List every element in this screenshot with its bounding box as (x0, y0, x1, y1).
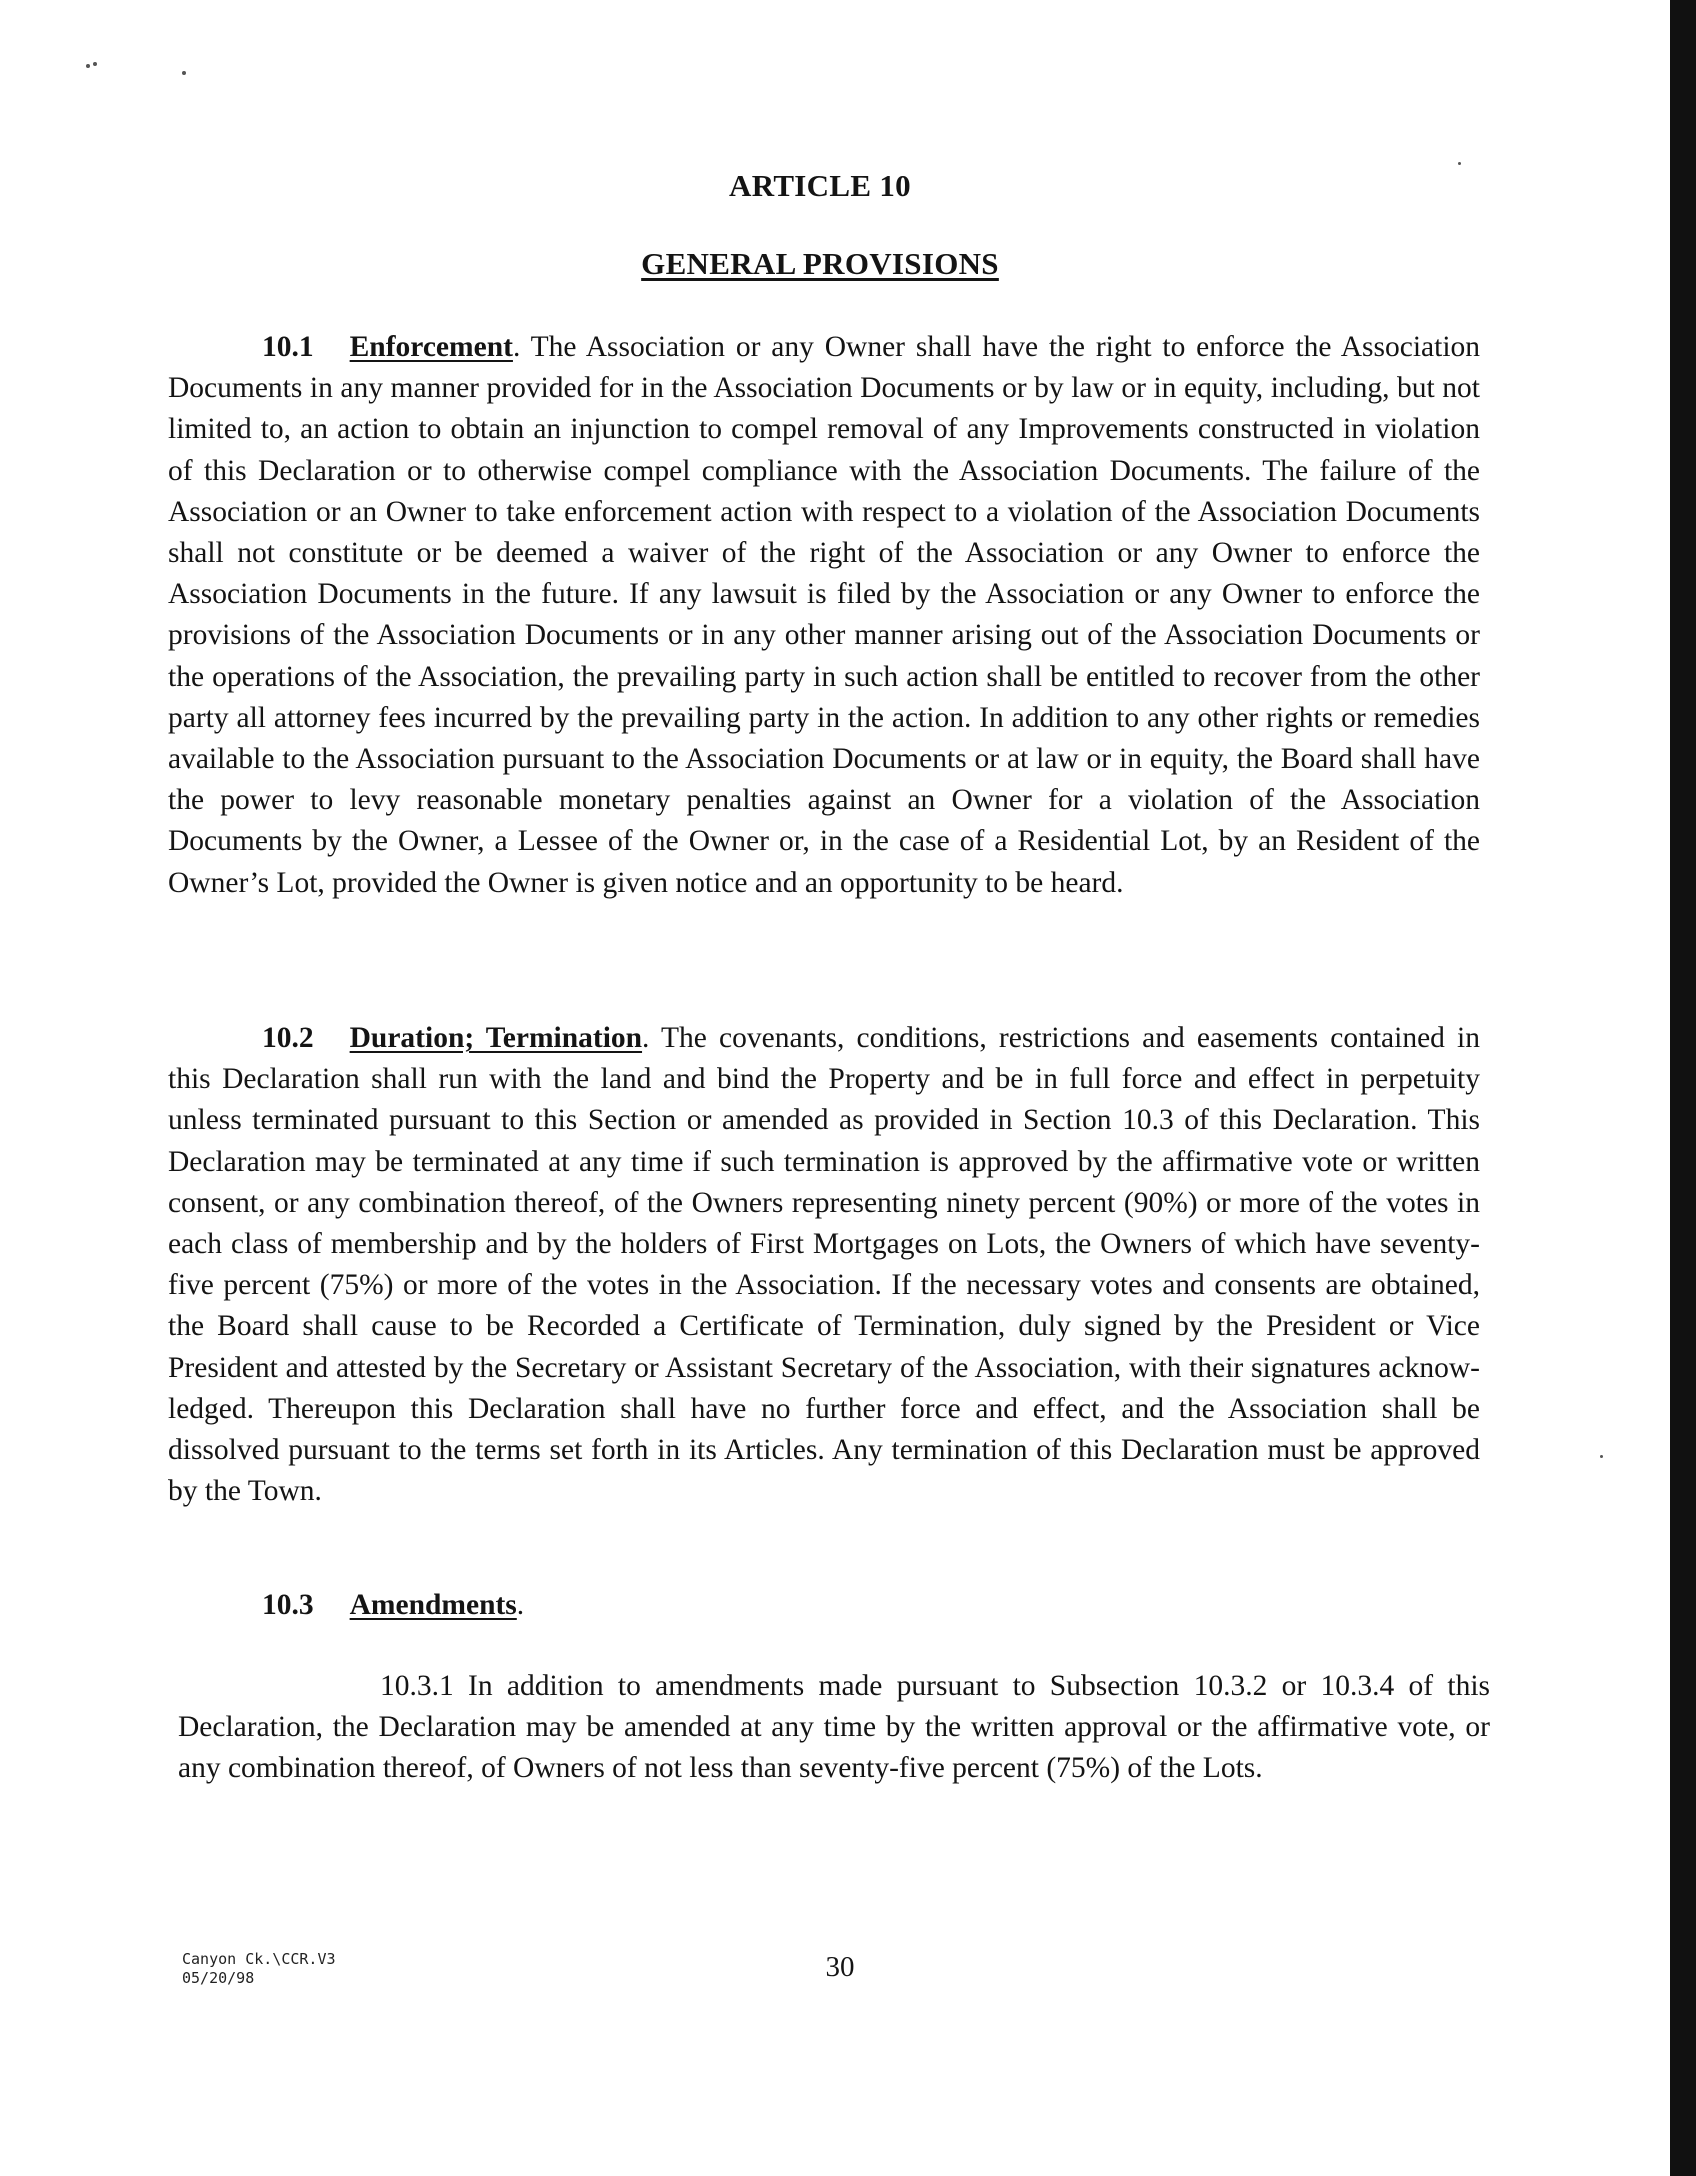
section-title: Duration; Termination (349, 1022, 643, 1054)
subsection-10-3-1 (178, 1666, 1490, 1790)
article-title-text: GENERAL PROVISIONS (641, 246, 999, 281)
section-10-2: 10.2 Duration; Termination. The covenants, conditions, restrictions and easements contained in this Declaration shall run with the land and bind the Property and be in full force and effect in perpetuity unless terminated pursuant to this Section or amended as provided in Section 10.3 of this Declaration. This Declaration may be terminated at any time if such termination is approved by the affirmative vote or written consent, or any combination thereof, of the Owners representing ninety percent (90%) or more of the votes in each class of membership and by the holders of First Mortgages on Lots, the Owners of which have seventy-five percent (75%) or more of the votes in the Association. If the necessary votes and consents are obtained, the Board shall cause to be Recorded a Certificate of Termination, duly signed by the President or Vice President and attested by the Secretary or Assistant Secretary of the Association, with their signatures acknow-ledged. Thereupon this Declaration shall have no further force and effect, and the Association shall be dissolved pursuant to the terms set forth in its Articles. Any termination of this Declaration must be approved by the Town. (168, 1022, 1481, 1508)
article-title (0, 246, 1640, 282)
footer-file-info (182, 1950, 336, 1988)
section-title: Enforcement (349, 331, 513, 363)
subsection-body: In addition to amendments made pursuant to Subsection 10.3.2 or 10.3.4 of this Declaration, the Declaration may be amended at any time by the written approval or the affirmative vote, or any combination thereof, of Owners of not less than seventy-five percent (75%) of the Lots. (178, 1670, 1490, 1785)
section-body: The covenants, conditions, restrictions and easements contained in this Declaration shall run with the land and bind the Property and be in full force and effect in perpetuity unless terminated pursuant to this Section or amended as provided in Section 10.3 of this Declaration. This Declaration may be terminated at any time if such termination is approved by the affirmative vote or written consent, or any combination thereof, of the Owners representing ninety percent (90%) or more of the votes in each class of membership and by the holders of First Mortgages on Lots, the Owners of which have seventy-five percent (75%) or more of the votes in the Association. If the necessary votes and consents are obtained, the Board shall cause to be Recorded a Certificate of Termination, duly signed by the President or Vice President and attested by the Secretary or Assistant Secretary of the Association, with their signatures acknow-ledged. Thereupon this Declaration shall have no further force and effect, and the Association shall be dissolved pursuant to the terms set forth in its Articles. Any termination of this Declaration must be approved by the Town. (168, 1022, 1481, 1508)
scan-speck (86, 64, 90, 68)
scan-edge-bar (1670, 0, 1696, 2176)
footer-date: 05/20/98 (182, 1969, 255, 1987)
footer-file-ref: Canyon Ck.\CCR.V3 (182, 1950, 336, 1968)
page-number: 30 (825, 1951, 855, 1983)
section-body: The Association or any Owner shall have the right to enforce the Association Documents in any manner provided for in the Association Documents or by law or in equity, including, but not limited to, an action to obtain an injunction to compel removal of any Improvements constructed in violation of this Declaration or to otherwise compel compliance with the Association Documents. The failure of the Association or an Owner to take enforcement action with respect to a violation of the Association Documents shall not constitute or be deemed a waiver of the right of the Association or any Owner to enforce the Association Documents in the future. If any lawsuit is filed by the Association or any Owner to enforce the provisions of the Association Documents or in any other manner arising out of the Association Documents or the operations of the Association, the prevailing party in such action shall be entitled to recover from the other party all attorney fees incurred by the prevailing party in the action. In addition to any other rights or remedies available to the Association pursuant to the Association Documents or at law or in equity, the Board shall have the power to levy reasonable monetary penalties against an Owner for a violation of the Association Documents by the Owner, a Lessee of the Owner or, in the case of a Residential Lot, by an Resident of the Owner’s Lot, provided the Owner is given notice and an opportunity to be heard. (168, 331, 1481, 899)
section-number: 10.3 (262, 1589, 314, 1621)
scan-speck (1600, 1455, 1603, 1458)
section-number: 10.2 (262, 1022, 314, 1054)
section-10-1: 10.1 Enforcement. The Association or any Owner shall have the right to enforce the Association Documents in any manner provided for in the Association Documents or by law or in equity, including, but not limited to, an action to obtain an injunction to compel removal of any Improvements constructed in violation of this Declaration or to otherwise compel compliance with the Association Documents. The failure of the Association or an Owner to take enforcement action with respect to a violation of the Association Documents shall not constitute or be deemed a waiver of the right of the Association or any Owner to enforce the Association Documents in the future. If any lawsuit is filed by the Association or any Owner to enforce the provisions of the Association Documents or in any other manner arising out of the Association Documents or the operations of the Association, the prevailing party in such action shall be entitled to recover from the other party all attorney fees incurred by the prevailing party in the action. In addition to any other rights or remedies available to the Association pursuant to the Association Documents or at law or in equity, the Board shall have the power to levy reasonable monetary penalties against an Owner for a violation of the Association Documents by the Owner, a Lessee of the Owner or, in the case of a Residential Lot, by an Resident of the Owner’s Lot, provided the Owner is given notice and an opportunity to be heard. (168, 331, 1481, 899)
article-number: ARTICLE 10 (729, 168, 911, 203)
section-number: 10.1 (262, 331, 314, 363)
scan-speck (93, 62, 97, 66)
section-10-3-heading: 10.3 Amendments. (262, 1589, 525, 1621)
scan-speck (182, 71, 186, 75)
section-title: Amendments (349, 1589, 517, 1621)
scan-speck (1458, 162, 1461, 165)
subsection-number: 10.3.1 (380, 1670, 454, 1702)
